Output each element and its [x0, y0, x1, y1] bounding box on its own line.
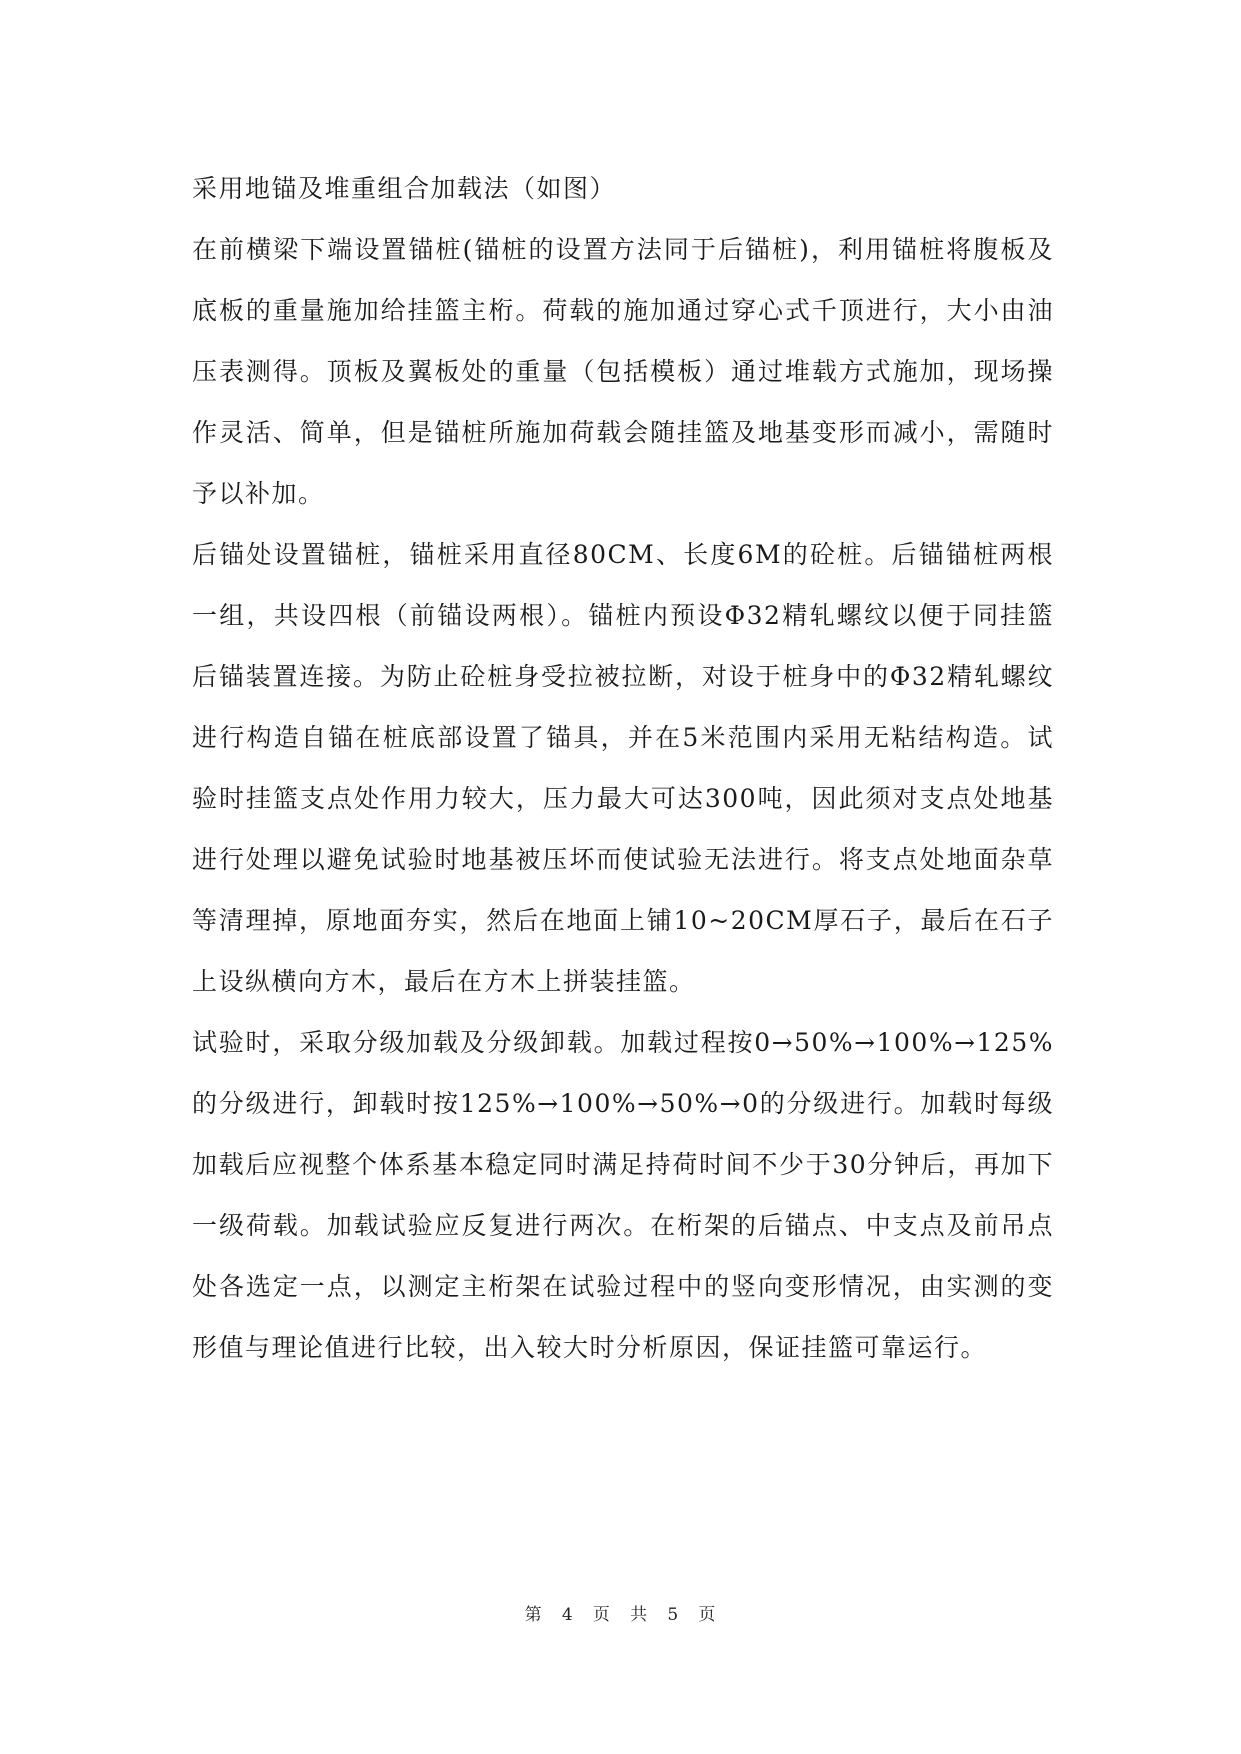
paragraph-method-title: 采用地锚及堆重组合加载法（如图） — [192, 174, 617, 203]
paragraph-front-anchor: 在前横梁下端设置锚桩(锚桩的设置方法同于后锚桩)，利用锚桩将腹板及底板的重量施加给挂篮主桁。荷载的施加通过穿心式千顶进行，大小由油压表测得。顶板及翼板处的重量（包括模板）通过堆载方式施加，现场操作灵活、简单，但是锚桩所施加荷载会随挂篮及地基变形而减小，需随时予以补加。 — [192, 235, 1054, 508]
document-body — [192, 158, 1054, 1378]
footer-prefix: 第 — [524, 1605, 543, 1625]
footer-total-pages: 5 — [667, 1605, 680, 1625]
footer-page-word: 页 — [592, 1605, 611, 1625]
paragraph-rear-anchor: 后锚处设置锚桩，锚桩采用直径80CM、长度6M的砼桩。后锚锚桩两根一组，共设四根（前锚设两根）。锚桩内预设Φ32精轧螺纹以便于同挂篮后锚装置连接。为防止砼桩身受拉被拉断，对设于桩身中的Φ32精轧螺纹进行构造自锚在桩底部设置了锚具，并在5米范围内采用无粘结构造。试验时挂篮支点处作用力较大，压力最大可达300吨，因此须对支点处地基进行处理以避免试验时地基被压坏而使试验无法进行。将支点处地面杂草等清理掉，原地面夯实，然后在地面上铺10~20CM厚石子，最后在石子上设纵横向方木，最后在方木上拼装挂篮。 — [192, 540, 1054, 996]
paragraph-loading-procedure: 试验时，采取分级加载及分级卸载。加载过程按0→50%→100%→125%的分级进行，卸载时按125%→100%→50%→0的分级进行。加载时每级加载后应视整个体系基本稳定同时满足持荷时间不少于30分钟后，再加下一级荷载。加载试验应反复进行两次。在桁架的后锚点、中支点及前吊点处各选定一点，以测定主桁架在试验过程中的竖向变形情况，由实测的变形值与理论值进行比较，出入较大时分析原因，保证挂篮可靠运行。 — [192, 1028, 1054, 1362]
footer-current-page: 4 — [561, 1605, 574, 1625]
page-footer — [0, 1600, 1241, 1625]
footer-total-prefix: 共 — [630, 1605, 649, 1625]
footer-suffix: 页 — [698, 1605, 717, 1625]
